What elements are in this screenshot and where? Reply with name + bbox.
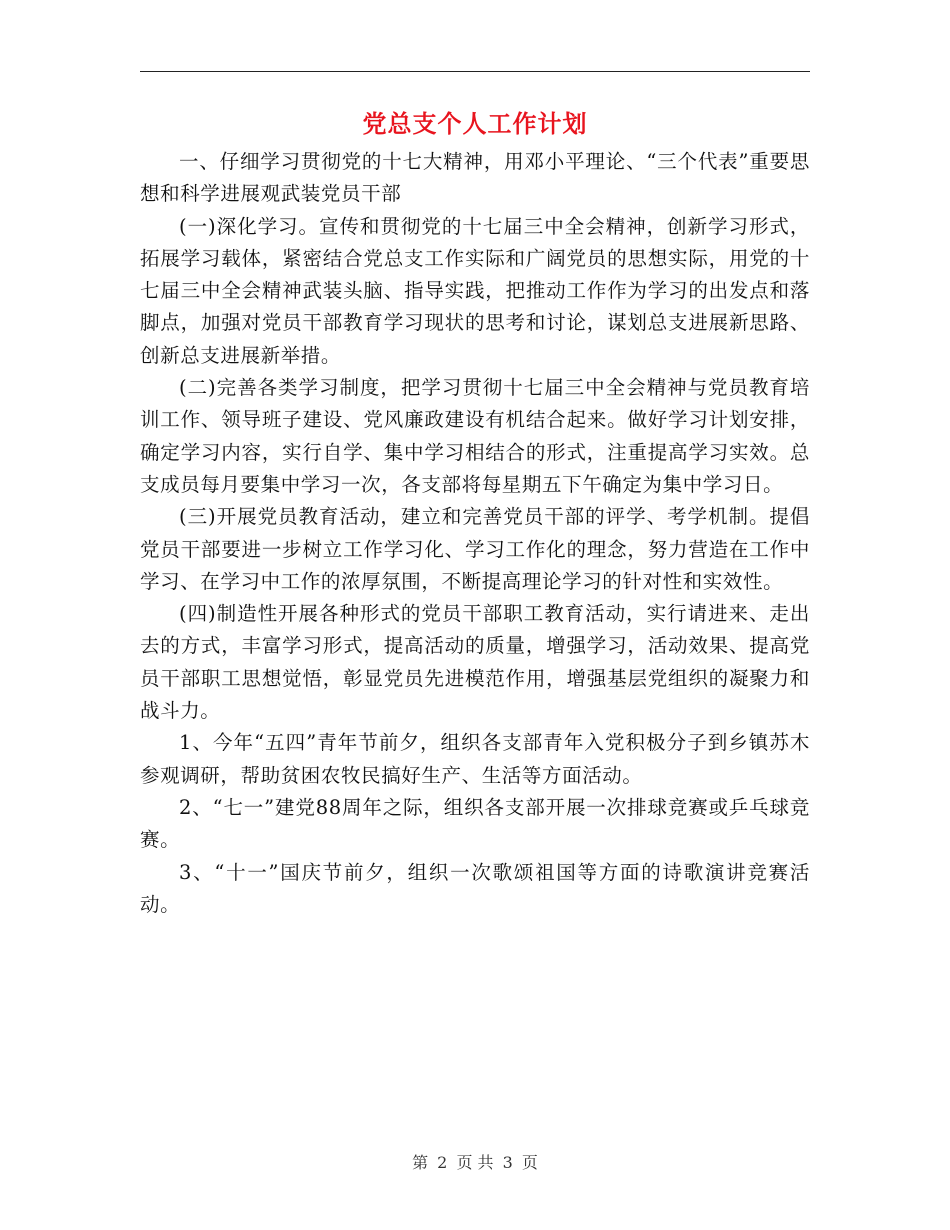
footer-page-mid: 页 共: [456, 1153, 494, 1172]
header-rule: [140, 71, 810, 72]
footer-page-current: 2: [437, 1153, 448, 1172]
footer-page-suffix: 页: [521, 1153, 538, 1172]
paragraph-activity-1: 1、今年“五四”青年节前夕，组织各支部青年入党积极分子到乡镇苏木参观调研，帮助贫困农牧民搞好生产、生活等方面活动。: [140, 731, 810, 787]
paragraph-activity-3: 3、“十一”国庆节前夕，组织一次歌颂祖国等方面的诗歌演讲竞赛活动。: [140, 860, 810, 916]
footer-page-total: 3: [502, 1153, 513, 1172]
paragraph-item-3: (三)开展党员教育活动，建立和完善党员干部的评学、考学机制。提倡党员干部要进一步树立工作学习化、学习工作化的理念，努力营造在工作中学习、在学习中工作的浓厚氛围，不断提高理论学习的针对性和实效性。: [140, 505, 810, 593]
paragraph-item-1: (一)深化学习。宣传和贯彻党的十七届三中全会精神，创新学习形式，拓展学习载体，紧密结合党总支工作实际和广阔党员的思想实际，用党的十七届三中全会精神武装头脑、指导实践，把推动工作作为学习的出发点和落脚点，加强对党员干部教育学习现状的思考和讨论，谋划总支进展新思路、创新总支进展新举措。: [140, 214, 810, 367]
paragraph-section-one: 一、仔细学习贯彻党的十七大精神，用邓小平理论、“三个代表”重要思想和科学进展观武装党员干部: [140, 150, 810, 206]
paragraph-activity-2: 2、“七一”建党88周年之际，组织各支部开展一次排球竞赛或乒乓球竞赛。: [140, 795, 810, 852]
document-title: 党总支个人工作计划: [362, 109, 588, 138]
paragraph-item-4: (四)制造性开展各种形式的党员干部职工教育活动，实行请进来、走出去的方式，丰富学习形式，提高活动的质量，增强学习，活动效果、提高党员干部职工思想觉悟，彰显党员先进模范作用，增强基层党组织的凝聚力和战斗力。: [140, 602, 810, 723]
document-body: [140, 146, 810, 921]
paragraph-item-2: (二)完善各类学习制度，把学习贯彻十七届三中全会精神与党员教育培训工作、领导班子建设、党风廉政建设有机结合起来。做好学习计划安排，确定学习内容，实行自学、集中学习相结合的形式，注重提高学习实效。总支成员每月要集中学习一次，各支部将每星期五下午确定为集中学习日。: [140, 376, 810, 496]
page-footer: [0, 1152, 950, 1174]
footer-page-prefix: 第: [412, 1153, 429, 1172]
